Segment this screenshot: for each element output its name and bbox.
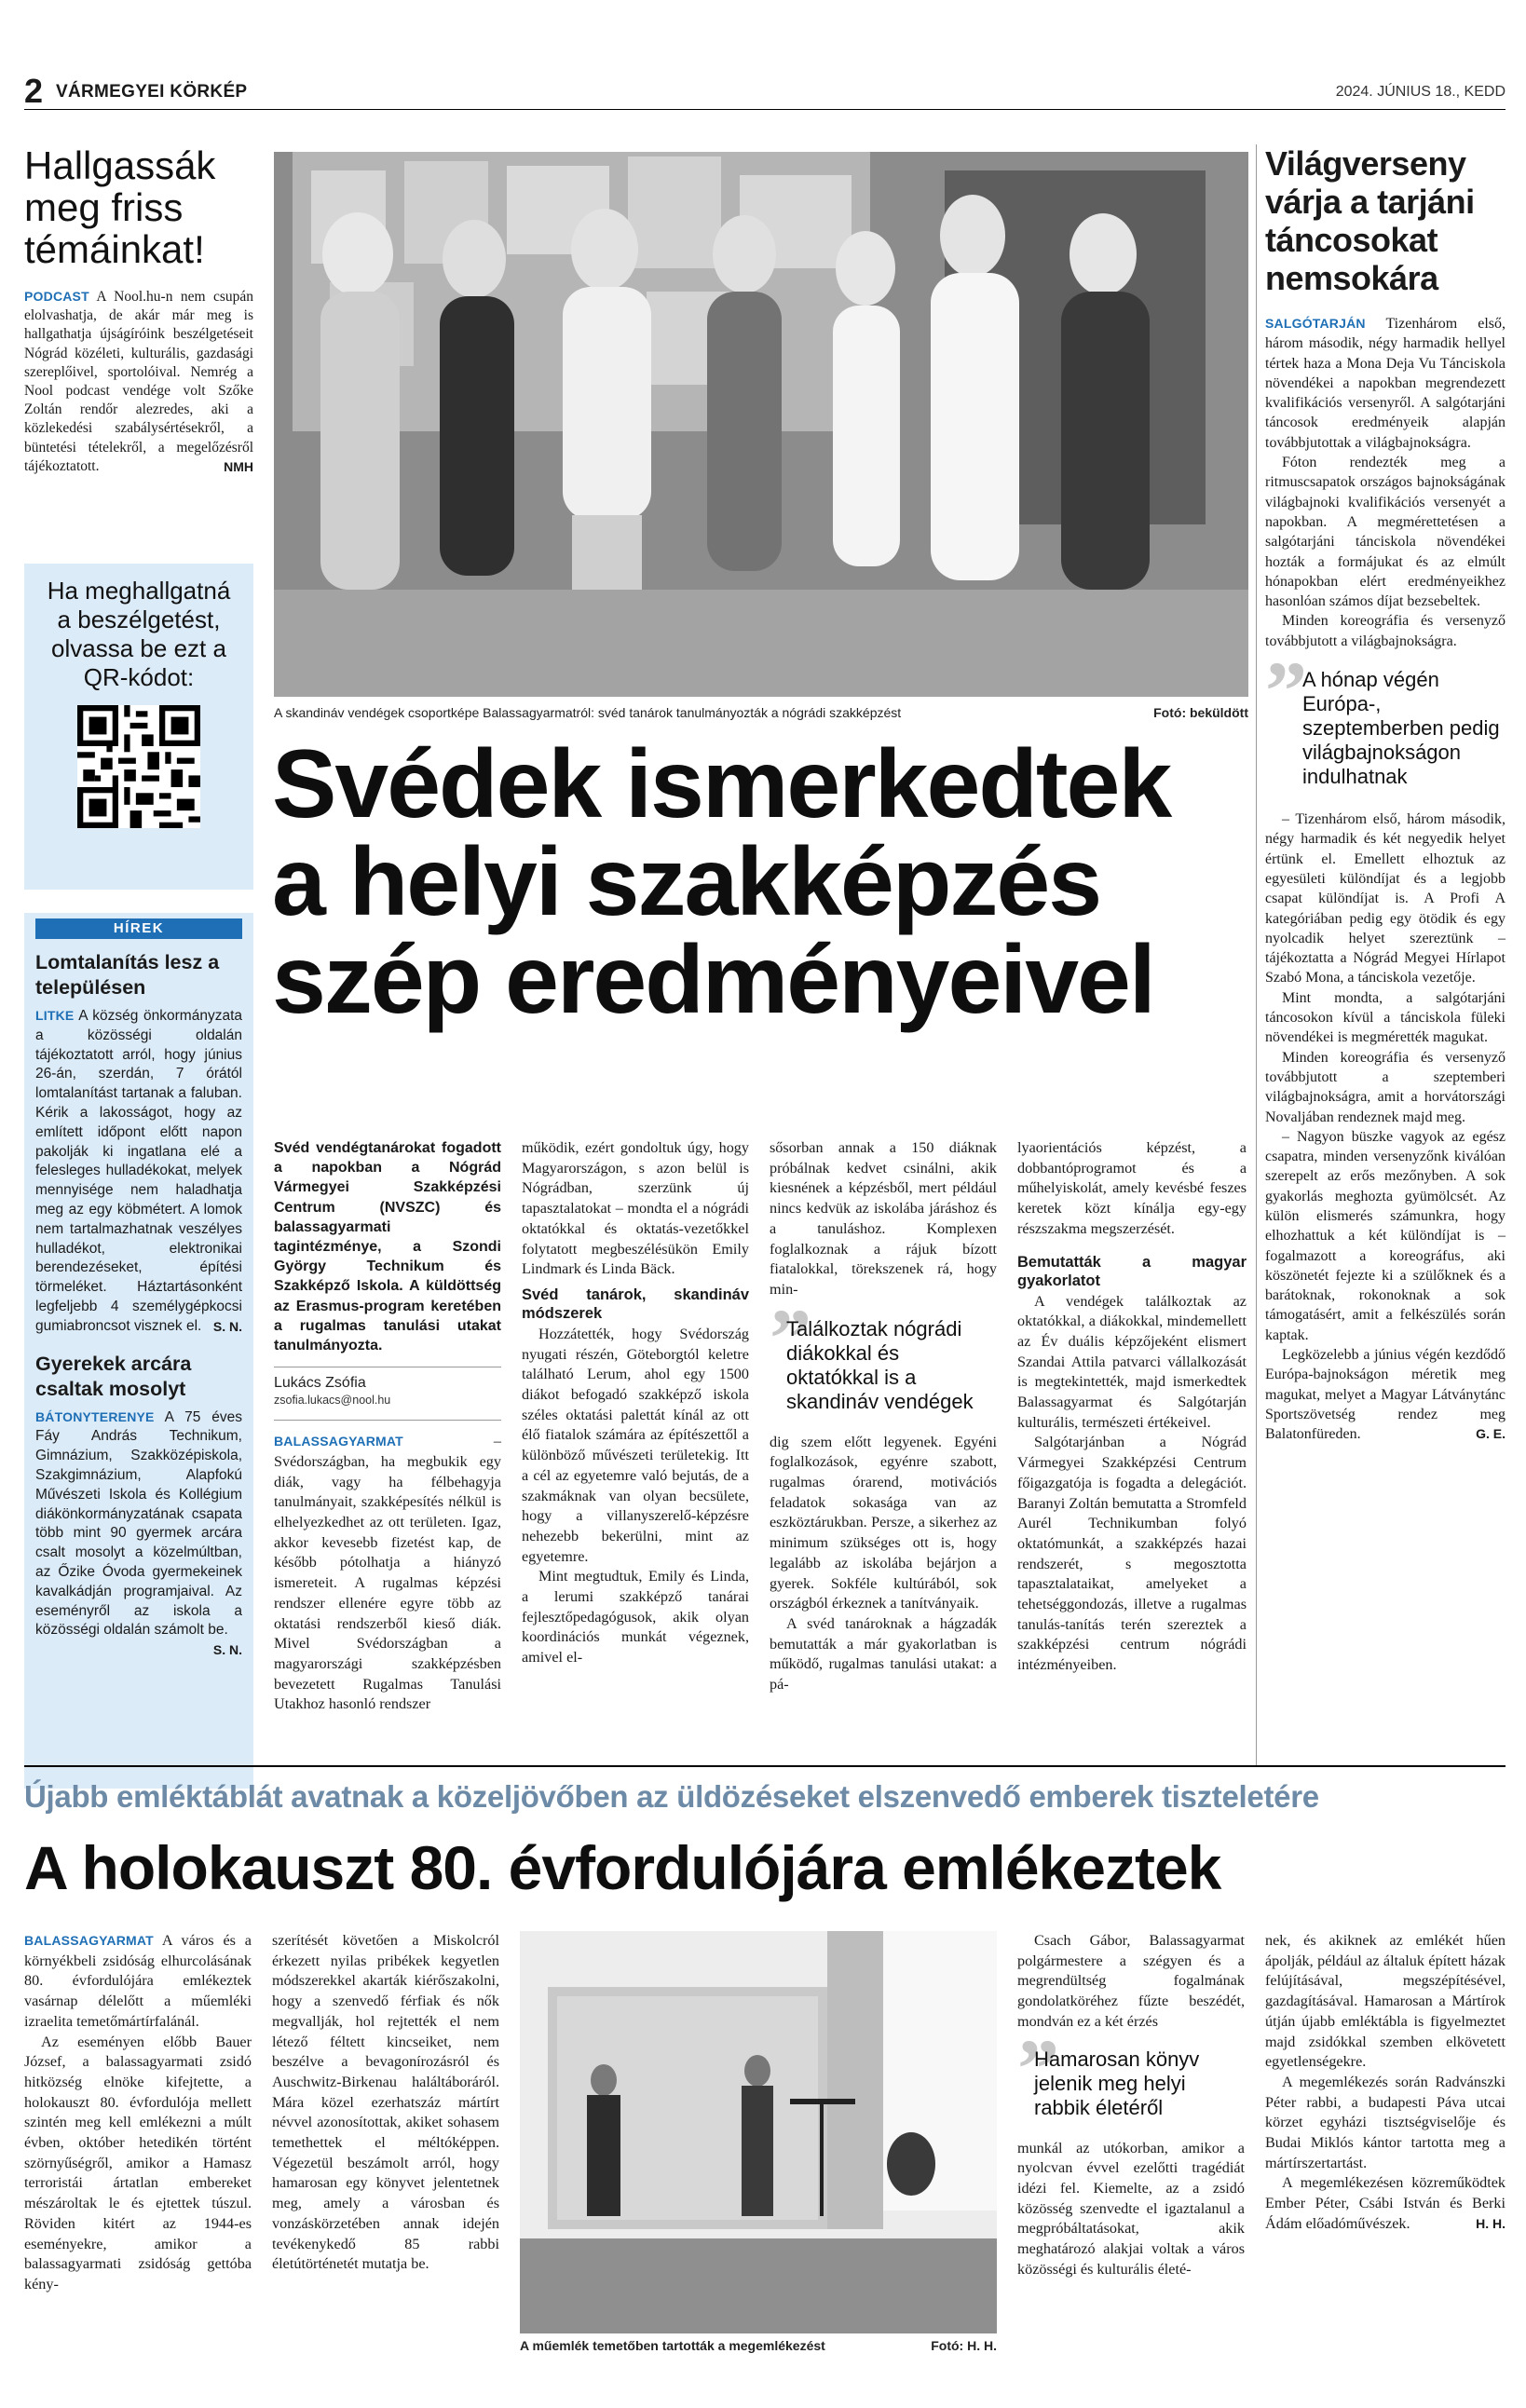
dance-para: – Tizenhárom első, három második, négy harmadik és két negyedik helyet értünk el. Emellett elhoztuk az egyesületi különdíjat és a legjobb csapat különdíjat is. A Profi A kategóriában pedig egy ötödik és egy nyolcadik helyet szereztünk – tájékoztatta a Nógrád Megyei Hírlapot Szabó Mona, a tánciskola vezetője. <box>1265 811 1506 986</box>
main-photo-image <box>274 152 1248 697</box>
main-col-2-para: Mint megtudtuk, Emily és Linda, a lerumi szakképző tanárai fejlesztőpedagógusok, akik olyan koordinációs munkát végeznek, amivel el- <box>522 1568 749 1667</box>
podcast-box <box>24 144 253 476</box>
hirek-item-kicker: BÁTONYTERENYE <box>35 1408 155 1424</box>
podcast-kicker: PODCAST <box>24 289 89 304</box>
main-headline-line: Svédek ismerkedtek <box>272 730 1171 838</box>
holocaust-headline: A holokauszt 80. évfordulójára emlékeztek <box>24 1833 1221 1902</box>
holocaust-col-4 <box>1265 1931 1506 2235</box>
hirek-label: HÍREK <box>35 918 242 939</box>
dance-sign: G. E. <box>1476 1426 1506 1442</box>
dance-para: Mint mondta, a salgótarjáni táncosokon kívül a tánciskola füleki növendékei is megmérették magukat. <box>1265 989 1506 1046</box>
holocaust-para: nek, és akiknek az emlékét hűen ápolják, például az általuk épített házak felújításával, megszépítésével, gazdagításával. Hamarosan a Mártírok útján újabb emléktábla is figyelmeztet majd zsidókkal szemben elkövetett egyetlenségekre. <box>1265 1932 1506 2071</box>
holocaust-photo-caption <box>520 2338 997 2357</box>
holocaust-para: munkál az utókorban, amikor a nyolcvan évvel ezelőtti tragédiát idézi fel. Kiemelte, az a zsidó közösség szenvedte el igaztalanul a megpróbáltatásokat, akik meghatározó alakjai voltak a város közösségi és kulturális életé- <box>1017 2139 1245 2278</box>
dance-para: – Nagyon büszke vagyok az egész csapatra, minden versenyzőnk kiválóan szerepelt az erős mezőnyben. A sok gyakorlás meghozta gyümölcsét. Az külön elismerés számunkra, hogy elhozhattuk a két különdíjat is – fogalmazott a koreográfus, aki köszönetét fejezte ki a szülőknek és a barátoknak, rokonoknak a sok támogatásért, amit a felkészülés során kaptak. <box>1265 1128 1506 1343</box>
holocaust-col-1 <box>24 1931 252 2295</box>
holocaust-col-3 <box>1017 1931 1245 2279</box>
hirek-item-text <box>35 1006 242 1337</box>
main-headline-line: szép eredményeivel <box>272 926 1154 1034</box>
main-subhead: Svéd tanárok, skandináv módszerek <box>522 1286 749 1322</box>
dance-text <box>1265 314 1506 1445</box>
hirek-item-title: Lomtalanítás lesz a településen <box>35 951 220 999</box>
main-col-4-para: lyaorientációs képzést, a dobbantóprogramot és a műhelyiskolát, amely kevésbé feszes keretek közt kínálja egy-egy részszakma megszerzését. <box>1017 1139 1247 1237</box>
holocaust-photo-image <box>520 1931 997 2333</box>
dance-pullquote <box>1265 646 1506 789</box>
qr-code[interactable] <box>77 705 200 828</box>
dance-title: Világverseny várja a tarjáni táncosokat nemsokára <box>1265 144 1475 297</box>
dance-para: Tizenhárom első, három második, négy harmadik hellyel tértek haza a Mona Deja Vu Tánciskola növendékei a napokban megrendezett kvalifikációs versenyről. A salgótarjáni táncosok eredményeik alapján továbbjutottak a világbajnokságra. <box>1265 316 1506 451</box>
column-rule <box>1256 144 1257 1765</box>
main-col-4-para: Salgótarjánban a Nógrád Vármegyei Szakképzési Centrum főigazgatója is fogadta a delegációt. Baranyi Zoltán bemutatta a Stromfeld Aurél Technikumban folyó oktatómunkát, a szakképzés hazai rendszerét, s megosztotta tapasztalataikat, amelyeket a tehetséggondozás, illetve a rugalmas tanulás-tanítás terén szereztek a szakképzési centrum nógrádi intézményeiben. <box>1017 1434 1247 1674</box>
dance-para: Minden koreográfia és versenyző továbbjutott a szeptemberi világbajnokságra, amit a horvátországi Novaljában rendeznek majd meg. <box>1265 1049 1506 1125</box>
main-col-4-para: A vendégek találkoztak az oktatókkal, a diákokkal, mindemellett az Év duális képzőjeként elismert Szandai Attila patvarci vállalkozását is megtekintették, majd ismerkedtek Balassagyarmat és Salgótarján kulturális, természeti értékeivel. <box>1017 1292 1247 1431</box>
hirek-item-sign: S. N. <box>212 1318 242 1334</box>
holocaust-pullquote-text: Hamarosan könyv jelenik meg helyi rabbik életéről <box>1034 2047 1200 2119</box>
hirek-item-sign: S. N. <box>212 1642 242 1658</box>
main-col-3 <box>770 1138 997 1695</box>
main-author-email[interactable]: zsofia.lukacs@nool.hu <box>274 1394 391 1408</box>
main-col-3-para: dig szem előtt legyenek. Egyéni foglalkozások, egyénre szabott, rugalmas órarend, motivációs feladatok sokasága van az eszköztárukban. Persze, a sikerhez az minimum szükséges ott is, hogy legalább az iskolába bejárjon a gyerek. Sokféle kultúrából, sok országból érkeznek a tanítványaik. <box>770 1433 997 1612</box>
hirek-item-title: Gyerekek arcára csaltak mosolyt <box>35 1352 192 1400</box>
main-subhead: Bemutatták a magyar gyakorlatot <box>1017 1253 1247 1289</box>
dance-kicker: SALGÓTARJÁN <box>1265 316 1366 331</box>
issue-date: 2024. JÚNIUS 18., KEDD <box>1335 84 1506 100</box>
hirek-item-kicker: LITKE <box>35 1008 75 1023</box>
podcast-body: A Nool.hu-n nem csupán elolvashatja, de akár már meg is hallgathatja újságíróink beszélgetéseit Nógrád közéleti, kulturális, gazdasági szereplőivel, sportolóival. Nemrég a Nool podcast vendége volt Szőke Zoltán rendőr alezredes, aki a közlekedési szabálysértésekről, a büntetési tételekről, a megelőzésről tájékoztatott. <box>24 289 253 474</box>
holocaust-para: szerítését követően a Miskolcról érkezett nyilas pribékek kegyetlen módszerekkel akarták kiérőszakolni, hogy a szenvedő férfiak és nők megvallják, hol rejtették el nem létező féltett kincseiket, nem beszélve a bevagonírozásról és Auschwitz-Birkenau haláltáboráról. Mára közel ezerhatszáz mártírt névvel azonosítottak, akiket sohasem temethettek el méltóképpen. Végezetül beszámolt arról, hogy hamarosan egy könyvet jelentetnek meg, amely a városban és vonzáskörzetében annak idején tevékenykedő 85 rabbi életútörténetét mutatja be. <box>272 1932 499 2273</box>
main-col-1 <box>274 1138 501 1715</box>
qr-panel <box>24 564 253 890</box>
main-photo <box>274 152 1248 697</box>
main-col-2-para: működik, ezért gondoltuk úgy, hogy Magyarországon, s azon belül is Nógrádban, szerzünk új tapasztalatokat – mondta el a nógrádi oktatókkal és oktatás-vezetőkkel folytatott megbeszélésükön Emily Lindmark és Linda Bäck. <box>522 1139 749 1278</box>
holocaust-para: A megemlékezés során Radvánszki Péter rabbi, a budapesti Páva utcai körzet egyházi tisztségviselője és Budai Miklós kántor tartotta meg a mártírszertartást. <box>1265 2073 1506 2171</box>
holocaust-para: A város és a környékbeli zsidóság elhurcolásának 80. évfordulójára emlékeztek vasárnap délelőtt a műemléki izraelita temetőmártírfalánál. <box>24 1932 252 2030</box>
podcast-sign: NMH <box>224 458 253 474</box>
main-photo-caption-text: A skandináv vendégek csoportképe Balassagyarmatról: svéd tanárok tanulmányozták a nógrádi szakképzést <box>274 705 902 720</box>
holocaust-pullquote <box>1017 2022 1245 2120</box>
holocaust-photo <box>520 1931 997 2333</box>
dance-para: Legközelebb a június végén kezdődő Európa-bajnokságon méretik meg magukat, melyet a Magyar Látványtánc Sportszövetség rendez meg Balatonfüreden. <box>1265 1347 1506 1443</box>
holocaust-photo-credit: Fotó: H. H. <box>931 2338 997 2353</box>
main-kicker: BALASSAGYARMAT <box>274 1434 403 1449</box>
holocaust-photo-caption-text: A műemlék temetőben tartották a megemlékezést <box>520 2338 825 2353</box>
main-pullquote <box>770 1292 997 1414</box>
dance-para: Fóton rendezték meg a ritmuscsapatok országos bajnokságának világbajnoki kvalifikációs versenyét a napokban. A megmérettetésen a salgótarjáni tánciskola növendékei hozták a formájukat és az elmúlt hónapokban elért eredményeikhez hasonlóan számos díjat bezsebeltek. <box>1265 455 1506 610</box>
dance-pullquote-text: A hónap végén Európa-, szeptemberben pedig világbajnokságon indulhatnak <box>1302 668 1500 789</box>
main-col-3-para: sősorban annak a 150 diáknak próbálnak kedvet csinálni, akik kiesnének a képzésből, mert például nincs kedvük az iskolába járáshoz és a tanuláshoz. Komplexen foglalkoznak a rájuk bízott fiatalokkal, törekszenek rá, hogy min- <box>770 1139 997 1298</box>
holocaust-kicker: BALASSAGYARMAT <box>24 1933 154 1948</box>
main-pullquote-text: Találkoztak nógrádi diákokkal és oktatókkal is a skandináv vendégek <box>786 1316 974 1413</box>
main-headline <box>272 730 1247 1034</box>
main-col-2-para: Hozzátették, hogy Svédország nyugati részén, Göteborgtól keletre található Lerum, ahol egy 1500 diákot befogadó szakképző iskola széles oktatási palettát kínál az ott élő fiatalok számára az építészettől a különböző művészeti területekig. Itt a cél az egyetemre való bejutás, de a szakmáknak van olyan becsülete, hogy a villanyszerelő-képzésre nehezebb bekerülni, mint az egyetemre. <box>522 1325 749 1565</box>
main-col-1-text <box>274 1420 501 1715</box>
holocaust-col-2 <box>272 1931 499 2275</box>
main-photo-caption <box>274 705 1248 724</box>
hirek-panel <box>24 913 253 1789</box>
holocaust-sign: H. H. <box>1476 2215 1506 2231</box>
holocaust-overline: Újabb emléktáblát avatnak a közeljövőben az üldözéseket elszenvedő emberek tiszteletére <box>24 1779 1319 1814</box>
main-author: Lukács Zsófia <box>274 1375 366 1392</box>
main-headline-line: a helyi szakképzés <box>272 828 1101 936</box>
page-number: 2 <box>24 72 44 110</box>
main-col-1-body: – Svédországban, ha megbukik egy diák, vagy ha félbehagyja tanulmányait, szakképesítés nélkül is elhelyezkedhet az ott területen. Igaz, akkor kevesebb fizetést kap, de később pótolhatja a hiányzó ismereteit. A rugalmas képzési rendszer ellenére egyre több az oktatási rendszerből kieső diák. Mivel Svédországban a magyarországi szakképzésben bevezetett Rugalmas Tanulási Utakhoz hasonló rendszer <box>274 1433 501 1713</box>
hirek-item-body: A 75 éves Fáy András Technikum, Gimnázium, Szakközépiskola, Szakgimnázium, Alapfokú Művészeti Iskola és Kollégium diákönkormányzatának csapata több mint 90 gyermek arcára csalt mosolyt a közelmúltban, az Őzike Óvoda gyermekeinek kavalkádján programjaival. Az eseményről az iskola a közösségi oldalán számolt be. <box>35 1408 242 1639</box>
section-divider <box>24 1765 1506 1767</box>
main-photo-credit: Fotó: beküldött <box>1153 705 1248 720</box>
main-col-4 <box>1017 1138 1247 1676</box>
qr-instruction: Ha meghallgatná a beszélgetést, olvassa be ezt a QR-kódot: <box>47 577 231 691</box>
holocaust-para: A megemlékezésen közreműködtek Ember Péter, Csábi István és Berki Ádám előadóművészek. <box>1265 2174 1506 2232</box>
hirek-item-text <box>35 1408 242 1658</box>
section-name: VÁRMEGYEI KÖRKÉP <box>56 82 248 102</box>
holocaust-para: Csach Gábor, Balassagyarmat polgármestere a szégyen és a megrendültség fogalmának gondolatköréhez fűzte beszédét, mondván ez a két érzés <box>1017 1932 1245 2030</box>
main-lead: Svéd vendégtanárokat fogadott a napokban a Nógrád Vármegyei Szakképzési Centrum (NVSZC) és balassagyarmati tagintézménye, a Szondi György Technikum és Szakképző Iskola. A küldöttség az Erasmus-program keretében a rugalmas tanulási utakat tanulmányozta. <box>274 1140 501 1354</box>
quote-icon: ” <box>1017 2022 1059 2116</box>
main-col-3-para: A svéd tanároknak a hágzadák bemutatták a már gyakorlatban is működő, rugalmas tanulási utakat: a pá- <box>770 1614 997 1694</box>
quote-icon: ” <box>1265 646 1307 739</box>
main-col-2 <box>522 1138 749 1668</box>
dance-para: Minden koreográfia és versenyző továbbjutott a világbajnokságra. <box>1265 613 1506 649</box>
podcast-title: Hallgassák meg friss témáinkat! <box>24 143 216 271</box>
dance-story <box>1265 144 1506 1445</box>
podcast-text <box>24 287 253 476</box>
holocaust-para: Az eseményen előbb Bauer József, a balassagyarmati zsidó hitközség elnöke kifejtette, a holokauszt 80. évfordulója mellett szintén meg kell emlékezni a múlt évben, október hetedikén történt szörnyűségről, amikor a Hamasz terroristái ártatlan embereket mészároltak le és ejtettek túszul. Röviden kitért az 1944-es eseményekre, amikor a balassagyarmati zsidóság gettóba kény- <box>24 2033 252 2292</box>
hirek-item-body: A község önkormányzata a közösségi oldalán tájékoztatott arról, hogy június 26-án, szerdán, 7 órától lomtalanítást tartanak a faluban. Kérik a lakosságot, hogy az említett időpont előtt napon pakolják ki ingatlana elé a felesleges hulladékokat, melyek mennyisége nem haladhatja meg az egy köbmétert. A lomok nem tartalmazhatnak veszélyes hulladékot, elektronikai berendezéseket, építési törmeléket. Háztartásonként legfeljebb 4 személygépkocsi gumiabroncsot visznek el. <box>35 1008 243 1334</box>
quote-icon: ” <box>770 1292 811 1385</box>
page-header <box>24 73 1506 110</box>
